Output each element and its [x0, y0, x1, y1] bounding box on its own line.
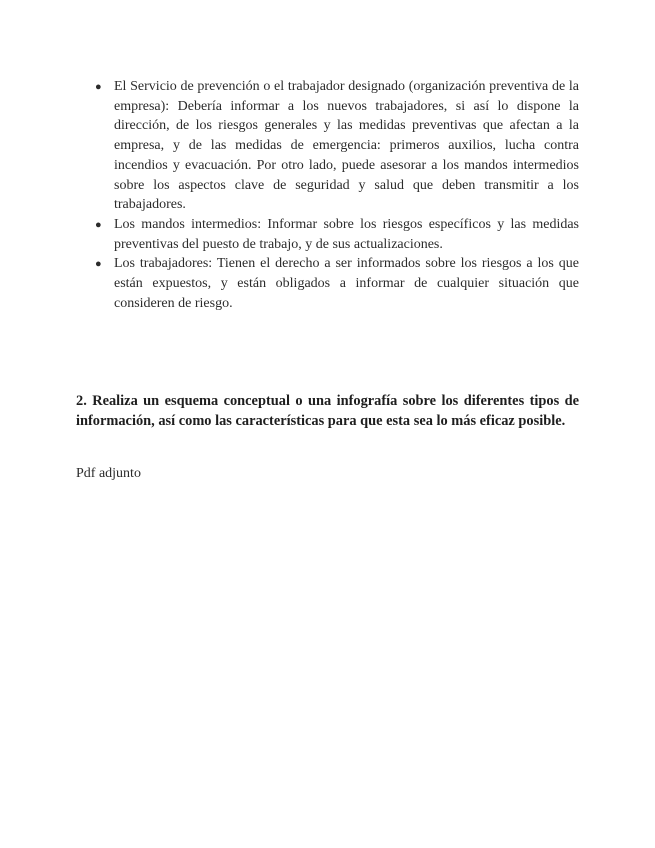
list-item	[95, 215, 579, 254]
bullet-icon: ●	[95, 258, 102, 271]
bullet-icon: ●	[95, 218, 102, 231]
list-item-text: Los mandos intermedios: Informar sobre los riesgos específicos y las medidas preventivas del puesto de trabajo, y de sus actualizaciones.	[114, 216, 579, 252]
bullet-icon: ●	[95, 81, 102, 93]
list-item	[95, 77, 579, 215]
list-item-text: El Servicio de prevención o el trabajador designado (organización preventiva de la empresa): Debería informar a los nuevos trabajadores, si así lo dispone la dirección, de los riesgos generales y las medidas preventivas que afectan a la empresa, y de las medidas de emergencia: primeros auxilios, lucha contra incendios y evacuación. Por otro lado, puede asesorar a los mandos intermedios sobre los aspectos clave de seguridad y salud que deben transmitir a los trabajadores.	[114, 79, 579, 213]
list-item-text: Los trabajadores: Tienen el derecho a ser informados sobre los riesgos a los que están expuestos, y están obligados a informar de cualquier situación que consideren de riesgo.	[114, 256, 579, 311]
answer-text: Pdf adjunto	[76, 466, 141, 481]
question-heading: 2. Realiza un esquema conceptual o una infografía sobre los diferentes tipos de información, así como las características para que esta sea lo más eficaz posible.	[76, 393, 579, 429]
responsibility-list	[95, 77, 579, 313]
list-item	[95, 254, 579, 313]
